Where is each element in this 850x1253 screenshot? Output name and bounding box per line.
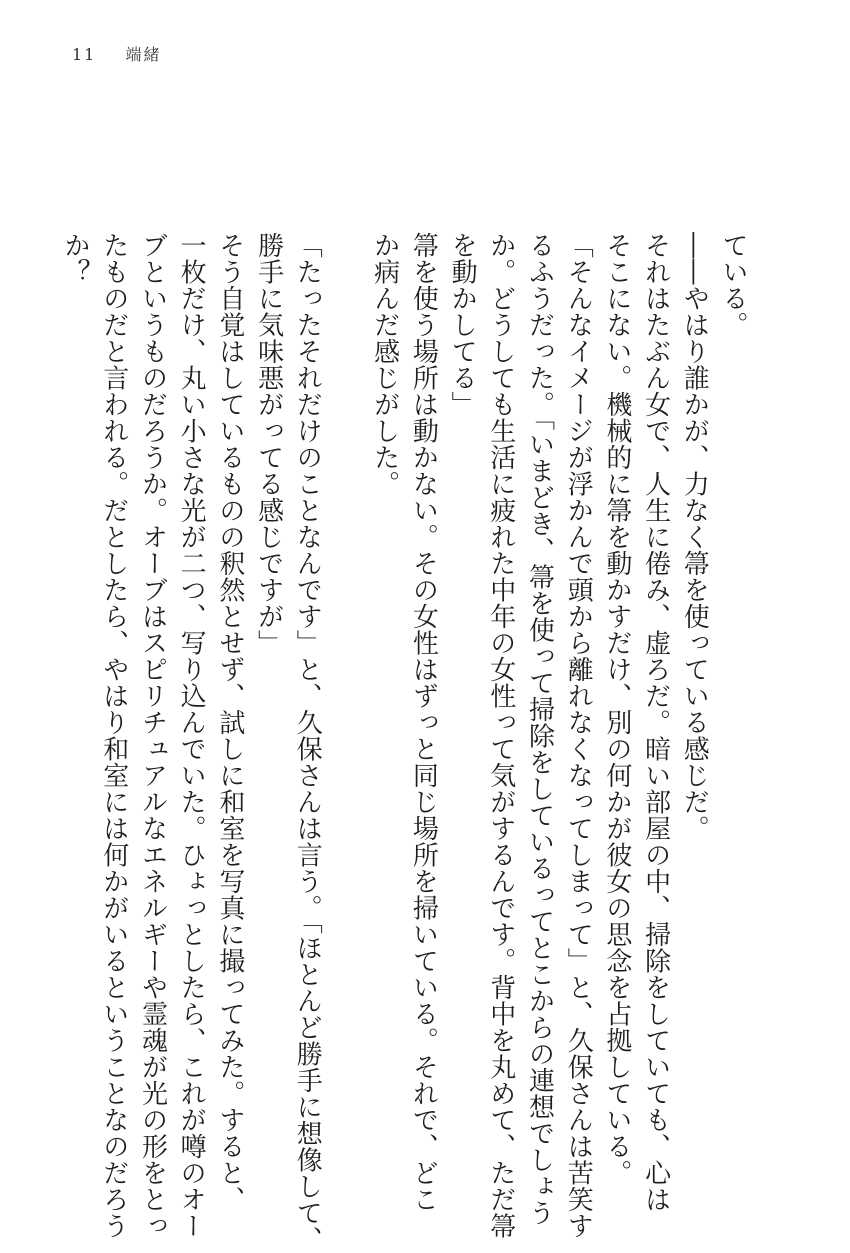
text-line: 「たったそれだけのことなんです」と、久保さんは言う。「ほとんど勝手に想像して、 [292,232,323,1253]
text-line: か。どうしても生活に疲れた中年の女性って気がするんです。背中を丸めて、ただ箒 [485,232,516,1239]
page-number: 11 [72,45,97,64]
text-line: か？ [60,232,91,285]
text-line: ブというものだろうか。オーブはスピリチュアルなエネルギーや霊魂が光の形をとっ [137,232,168,1239]
text-line: そこにない。機械的に箒を動かすだけ、別の何かが彼女の思念を占拠している。 [601,232,632,1186]
text-line: 「そんなイメージが浮かんで頭から離れなくなってしまって」と、久保さんは苦笑す [563,232,594,1239]
text-line: そう自覚はしているものの釈然とせず、試しに和室を写真に撮ってみた。すると、 [214,232,245,1213]
text-line: 一枚だけ、丸い小さな光が二つ、写り込んでいた。ひょっとしたら、これが噂のオー [176,232,207,1239]
text-line: 箒を使う場所は動かない。その女性はずっと同じ場所を掃いている。それで、どこ [408,232,439,1213]
running-header [72,42,161,65]
text-line: ている。 [718,232,748,338]
text-line: 勝手に気味悪がってる感じですが」 [253,232,284,656]
text-line: か病んだ感じがした。 [369,232,400,497]
text-line: たものだと言われる。だとしたら、やはり和室には何かがいるということなのだろう [98,232,129,1239]
text-line: を動かしてる」 [447,232,478,418]
chapter-title: 端緒 [125,45,162,64]
text-line: るふうだった。「いまどき、箒を使って掃除をしているってとこからの連想でしょう [524,232,555,1226]
blank-line [326,232,365,1132]
vertical-body-text [55,232,752,1253]
text-line: ――やはり誰かが、力なく箒を使っている感じだ。 [679,232,710,842]
text-line: それはたぶん女で、人生に倦み、虚ろだ。暗い部屋の中、掃除をしていても、心は [640,232,671,1213]
